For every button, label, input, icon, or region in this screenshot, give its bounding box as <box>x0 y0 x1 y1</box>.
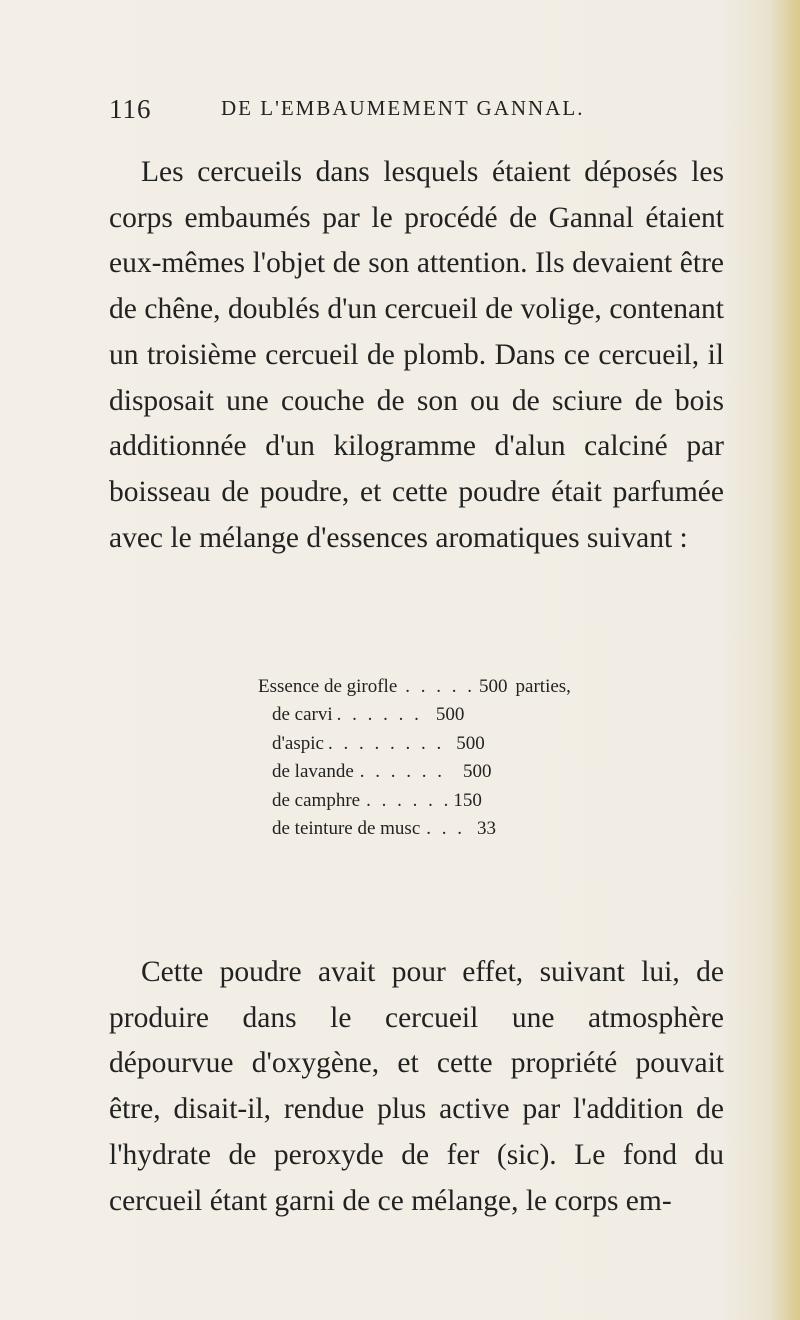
ingredient-name: de camphre <box>272 789 361 811</box>
paragraph-2: Cette poudre avait pour effet, suivant lui, de produire dans le cercueil une atmosphère dépourvue d'oxygène, et cette propriété pouvait être, disait-il, rendue plus active par l'addition de l'hydrate de peroxyde de fer (sic). Le fond du cercueil étant garni de ce mélange, le corps em- <box>109 956 724 1217</box>
page-header <box>109 92 729 132</box>
ingredient-unit: parties, <box>515 676 571 697</box>
recipe-row <box>258 787 688 815</box>
leader-dots: . . . . . . . . <box>327 732 445 754</box>
ingredient-name: de carvi <box>272 704 333 726</box>
recipe-list <box>258 673 688 843</box>
ingredient-name: d'aspic <box>272 732 324 754</box>
leader-dots: . . . . . . <box>366 789 452 811</box>
recipe-row <box>258 730 688 758</box>
recipe-row <box>258 673 688 701</box>
page-number: 116 <box>109 94 152 124</box>
ingredient-name: de teinture de musc <box>272 818 421 840</box>
recipe-row <box>258 815 688 843</box>
ingredient-quantity: 500 <box>479 676 508 697</box>
recipe-row <box>258 758 688 786</box>
paragraph-1: Les cercueils dans lesquels étaient déposés les corps embaumés par le procédé de Gannal étaient eux-mêmes l'objet de son attention. Ils devaient être de chêne, doublés d'un cercueil de volige, contenant un troisième cercueil de plomb. Dans ce cercueil, il disposait une couche de son ou de sciure de bois additionnée d'un kilogramme d'alun calciné par boisseau de poudre, et cette poudre était parfumée avec le mélange d'essences aromatiques suivant : <box>109 156 724 554</box>
leader-dots: . . . . . <box>405 676 476 697</box>
leader-dots: . . . <box>426 818 466 840</box>
ingredient-quantity: 150 <box>453 789 482 811</box>
ingredient-quantity: 500 <box>463 761 492 783</box>
leader-dots: . . . . . . <box>359 761 446 783</box>
ingredient-name: de lavande <box>272 761 354 783</box>
running-head: DE L'EMBAUMEMENT GANNAL. <box>221 96 585 120</box>
recipe-row <box>258 701 688 729</box>
ingredient-quantity: 500 <box>435 704 465 726</box>
leader-dots: . . . . . . <box>336 704 422 726</box>
ingredient-quantity: 500 <box>456 732 485 754</box>
ingredient-name: Essence de girofle <box>258 676 398 697</box>
ingredient-quantity: 33 <box>477 818 497 840</box>
